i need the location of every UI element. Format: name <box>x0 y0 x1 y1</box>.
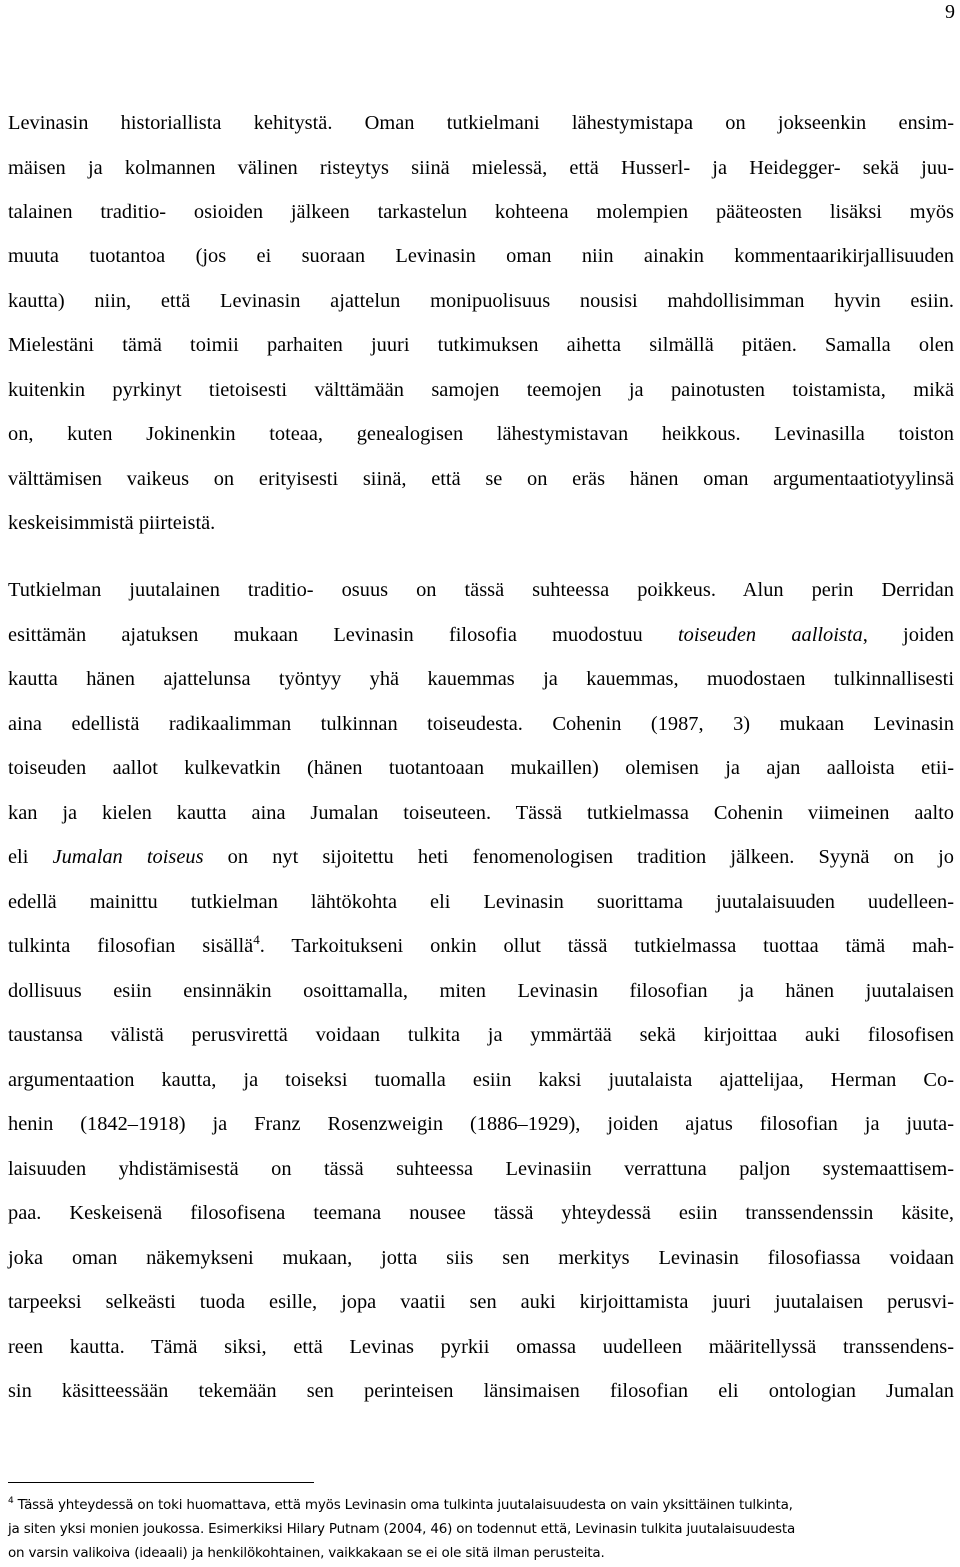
body-line: sin käsitteessään tekemään sen perinteisen länsimaisen filosofian eli ontologian Jumalan <box>8 1380 954 1402</box>
body-line: reen kautta. Tämä siksi, että Levinas pyrkii omassa uudelleen määritellyssä transsendens- <box>8 1336 954 1358</box>
body-line: esittämän ajatuksen mukaan Levinasin filosofia muodostuu toiseuden aalloista, joiden <box>8 624 954 646</box>
body-line: tarpeeksi selkeästi tuoda esille, jopa vaatii sen auki kirjoittamista juuri juutalaisen perusvi- <box>8 1291 954 1313</box>
body-line: joka oman näkemykseni mukaan, jotta siis sen merkitys Levinasin filosofiassa voidaan <box>8 1247 954 1269</box>
body-line: kautta) niin, että Levinasin ajattelun monipuolisuus nousisi mahdollisimman hyvin esiin. <box>8 290 954 312</box>
footnote-line: ja siten yksi monien joukossa. Esimerkiksi Hilary Putnam (2004, 46) on todennut että, Levinasin tulkita juutalaisuudesta <box>8 1521 796 1537</box>
footnote-line: on varsin valikoiva (ideaali) ja henkilökohtainen, vaikkakaan se ei ole sitä ilman perusteita. <box>8 1545 605 1561</box>
body-line: mäisen ja kolmannen välinen risteytys siinä mielessä, että Husserl- ja Heidegger- sekä juu- <box>8 157 954 179</box>
body-line: aina edellistä radikaalimman tulkinnan toiseudesta. Cohenin (1987, 3) mukaan Levinasin <box>8 713 954 735</box>
body-line: henin (1842–1918) ja Franz Rosenzweigin (1886–1929), joiden ajatus filosofian ja juuta- <box>8 1113 954 1135</box>
body-line: dollisuus esiin ensinnäkin osoittamalla, miten Levinasin filosofian ja hänen juutalaisen <box>8 980 954 1002</box>
footnote-line: $^4$ Tässä yhteydessä on toki huomattava, että myös Levinasin oma tulkinta juutalaisuudesta on vain yksittäinen tulkinta, <box>8 1496 793 1513</box>
body-line: Tutkielman juutalainen traditio- osuus on tässä suhteessa poikkeus. Alun perin Derridan <box>8 579 954 601</box>
body-line: paa. Keskeisenä filosofisena teemana nousee tässä yhteydessä esiin transsendenssin käsite, <box>8 1202 954 1224</box>
body-line: kan ja kielen kautta aina Jumalan toiseuteen. Tässä tutkielmassa Cohenin viimeinen aalto <box>8 802 954 824</box>
body-line: taustansa välistä perusvirettä voidaan tulkita ja ymmärtää sekä kirjoittaa auki filosofisen <box>8 1024 954 1046</box>
footnote-marker: 4 <box>253 932 260 947</box>
footnote-separator <box>8 1482 314 1483</box>
body-line: toiseuden aallot kulkevatkin (hänen tuotantoaan mukaillen) olemisen ja ajan aalloista etii- <box>8 757 954 779</box>
body-line: muuta tuotantoa (jos ei suoraan Levinasin oman niin ainakin kommentaarikirjallisuuden <box>8 245 954 267</box>
body-line: kuitenkin pyrkinyt tietoisesti välttämään samojen teemojen ja painotusten toistamista, mikä <box>8 379 954 401</box>
body-line: argumentaation kautta, ja toiseksi tuomalla esiin kaksi juutalaista ajattelijaa, Herman Co- <box>8 1069 954 1091</box>
body-line: laisuuden yhdistämisestä on tässä suhteessa Levinasiin verrattuna paljon systemaattisem- <box>8 1158 954 1180</box>
body-line: kautta hänen ajattelunsa työntyy yhä kauemmas ja kauemmas, muodostaen tulkinnallisesti <box>8 668 954 690</box>
page-number: 9 <box>945 1 955 23</box>
body-line: on, kuten Jokinenkin toteaa, genealogisen lähestymistavan heikkous. Levinasilla toiston <box>8 423 954 445</box>
body-line: keskeisimmistä piirteistä. <box>8 512 216 534</box>
body-line: talainen traditio- osioiden jälkeen tarkastelun kohteena molempien pääteosten lisäksi myös <box>8 201 954 223</box>
body-line: eli Jumalan toiseus on nyt sijoitettu heti fenomenologisen tradition jälkeen. Syynä on jo <box>8 846 954 868</box>
emphasis: Jumalan toiseus <box>52 846 204 868</box>
body-line: tulkinta filosofian sisällä$^4$. Tarkoitukseni onkin ollut tässä tutkielmassa tuottaa tämä mah- <box>8 932 954 957</box>
footnote-number: 4 <box>8 1496 14 1506</box>
body-line: edellä mainittu tutkielman lähtökohta eli Levinasin suorittama juutalaisuuden uudelleen- <box>8 891 954 913</box>
body-line: Mielestäni tämä toimii parhaiten juuri tutkimuksen aihetta silmällä pitäen. Samalla olen <box>8 334 954 356</box>
emphasis: toiseuden aalloista <box>677 624 863 646</box>
body-line: välttämisen vaikeus on erityisesti siinä, että se on eräs hänen oman argumentaatiotyylinsä <box>8 468 954 490</box>
body-line: Levinasin historiallista kehitystä. Oman tutkielmani lähestymistapa on jokseenkin ensim- <box>8 112 954 134</box>
